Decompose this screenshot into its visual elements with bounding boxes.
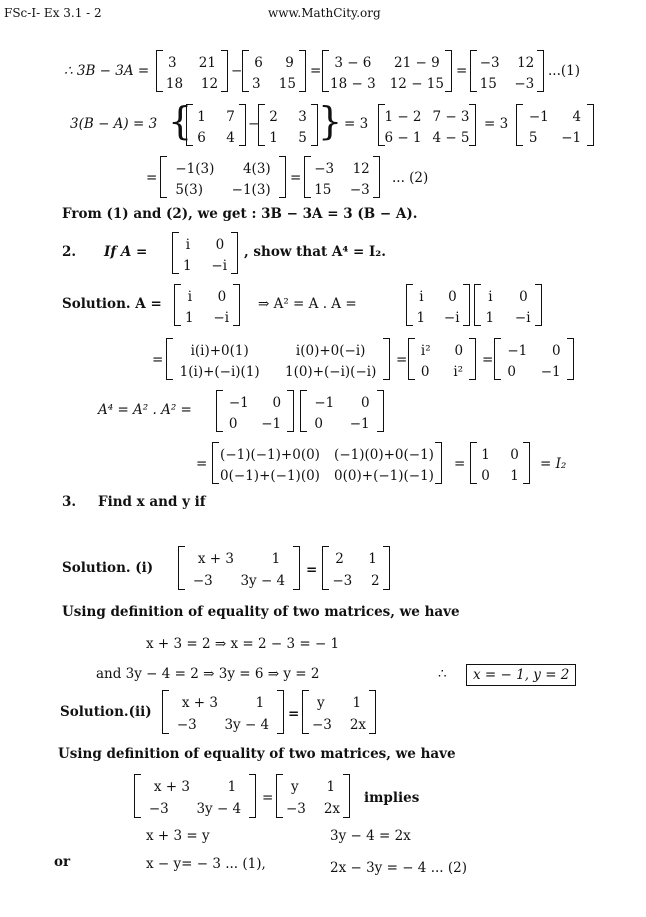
equation-tag-2: ... (2) <box>392 170 429 186</box>
matrix-row <box>167 343 389 359</box>
matrix-row <box>161 182 285 198</box>
matrix-cell: −3 <box>332 573 353 589</box>
equals-sign: = <box>310 63 322 79</box>
matrix-row <box>259 130 317 146</box>
matrix-cell: 1(i)+(−i)(1) <box>179 364 260 380</box>
matrix-cell: −3 <box>311 717 332 733</box>
matrix-row <box>173 258 237 274</box>
matrix-row <box>407 310 469 326</box>
matrix-row <box>303 717 375 733</box>
matrix-cell: −1 <box>528 109 549 125</box>
matrix-cell: y <box>290 779 299 795</box>
matrix-row <box>179 551 299 567</box>
implies-word: implies <box>364 790 420 806</box>
matrix-A4 <box>474 284 542 326</box>
question-2-number: 2. <box>62 244 77 260</box>
matrix-row <box>475 289 541 305</box>
matrix-cell: 1 <box>197 109 206 125</box>
matrix-cell: −3 <box>285 801 306 817</box>
matrix-row <box>213 447 441 463</box>
matrix-row <box>471 76 543 92</box>
matrix-cell: −3 <box>349 182 370 198</box>
matrix-row <box>495 364 573 380</box>
matrix-row <box>475 310 541 326</box>
matrix-cell: i(0)+0(−i) <box>295 343 366 359</box>
matrix-identity <box>470 442 530 484</box>
matrix-m10 <box>304 156 380 198</box>
matrix-cell: −3 <box>148 801 169 817</box>
matrix-row <box>179 573 299 589</box>
equation-e1: x + 3 = y <box>146 828 210 844</box>
matrix-x3 <box>134 774 256 818</box>
matrix-A2-right <box>300 390 384 432</box>
minus-sign: − <box>231 63 243 79</box>
matrix-cell: i² <box>453 364 464 380</box>
matrix-cell: 1 − 2 <box>384 109 422 125</box>
matrix-m3 <box>322 50 452 92</box>
matrix-cell: 21 <box>198 55 216 71</box>
matrix-cell: 0(0)+(−1)(−1) <box>334 468 434 484</box>
question-2-if: If A = <box>104 244 148 260</box>
matrix-row <box>303 695 375 711</box>
matrix-cell: 0 <box>361 395 370 411</box>
matrix-row <box>135 779 255 795</box>
matrix-row <box>187 109 245 125</box>
matrix-cell: (−1)(−1)+0(0) <box>220 447 320 463</box>
matrix-cell: i <box>187 289 193 305</box>
matrix-row <box>301 395 383 411</box>
matrix-cell: 0 <box>510 447 519 463</box>
conclusion-line: From (1) and (2), we get : 3B − 3A = 3 (B − A). <box>62 206 418 222</box>
matrix-row <box>175 310 239 326</box>
matrix-cell: −1 <box>507 343 528 359</box>
matrix-cell: 0 <box>519 289 528 305</box>
A-squared-def: ⇒ A² = A . A = <box>258 296 357 312</box>
matrix-cell: 1(0)+(−i)(−i) <box>284 364 377 380</box>
matrix-cell: 0 <box>314 416 323 432</box>
matrix-y3 <box>276 774 350 818</box>
matrix-cell: i <box>185 237 191 253</box>
matrix-cell: −1 <box>349 416 370 432</box>
matrix-row <box>213 468 441 484</box>
matrix-cell: y <box>316 695 325 711</box>
equals-sign: = <box>290 170 302 186</box>
matrix-cell: x + 3 <box>181 695 218 711</box>
matrix-cell: 5 <box>528 130 538 146</box>
matrix-row <box>163 717 283 733</box>
equals-sign: = <box>396 352 408 368</box>
minus-sign: − <box>248 116 260 132</box>
A4-lhs: A⁴ = A² . A² = <box>98 402 192 418</box>
matrix-cell: 0 <box>507 364 516 380</box>
matrix-cell: 7 <box>226 109 235 125</box>
matrix-A2-left <box>216 390 294 432</box>
matrix-row <box>157 76 227 92</box>
matrix-cell: 18 − 3 <box>330 76 376 92</box>
matrix-cell: x + 3 <box>197 551 234 567</box>
matrix-cell: 2 <box>269 109 278 125</box>
matrix-cell: 0 <box>228 416 238 432</box>
matrix-row <box>259 109 317 125</box>
matrix-x2 <box>162 690 284 734</box>
matrix-cell: 0 <box>481 468 490 484</box>
matrix-cell: −1 <box>314 395 335 411</box>
matrix-row <box>517 109 593 125</box>
matrix-cell: 3y − 4 <box>224 717 270 733</box>
matrix-cell: −3 <box>192 573 213 589</box>
matrix-cell: 1 <box>368 551 377 567</box>
matrix-row <box>471 447 529 463</box>
matrix-row <box>175 289 239 305</box>
matrix-cell: 3 <box>168 55 177 71</box>
matrix-row <box>409 343 475 359</box>
line1-lhs: ∴ 3B − 3A = <box>64 63 150 79</box>
matrix-cell: 1 <box>481 447 490 463</box>
line2-lhs: 3(B − A) = 3 <box>70 116 158 132</box>
matrix-cell: −3 <box>479 55 500 71</box>
matrix-row <box>323 76 451 92</box>
matrix-cell: x + 3 <box>153 779 190 795</box>
matrix-row <box>517 130 593 146</box>
matrix-row <box>301 416 383 432</box>
matrix-cell: 12 <box>517 55 535 71</box>
therefore-symbol: ∴ <box>438 666 447 682</box>
equation-e2: 3y − 4 = 2x <box>330 828 411 844</box>
matrix-cell: 2x <box>323 801 341 817</box>
matrix-cell: 2 <box>371 573 380 589</box>
matrix-cell: −1 <box>261 416 282 432</box>
question-3-text: Find x and y if <box>98 494 206 510</box>
equals-sign: = <box>146 170 158 186</box>
definition-line-1: Using definition of equality of two matrices, we have <box>62 604 460 620</box>
equals-sign: = <box>288 706 300 722</box>
matrix-m4 <box>470 50 544 92</box>
matrix-row <box>471 468 529 484</box>
matrix-row <box>471 55 543 71</box>
equation-tag-1: ...(1) <box>548 63 580 79</box>
matrix-cell: −3 <box>176 717 197 733</box>
matrix-cell: 1 <box>184 310 194 326</box>
matrix-cell: 1 <box>271 551 281 567</box>
page-header-left: FSc-I- Ex 3.1 - 2 <box>4 6 102 20</box>
matrix-cell: i <box>419 289 424 305</box>
matrix-row <box>277 801 349 817</box>
matrix-neg-identity <box>494 338 574 380</box>
matrix-cell: 1 <box>510 468 519 484</box>
equation-y: and 3y − 4 = 2 ⇒ 3y = 6 ⇒ y = 2 <box>96 666 320 682</box>
matrix-cell: (−1)(0)+0(−1) <box>334 447 434 463</box>
matrix-cell: 7 − 3 <box>432 109 470 125</box>
matrix-cell: 12 <box>352 161 370 177</box>
matrix-row <box>187 130 245 146</box>
equals-sign: = <box>454 456 466 472</box>
matrix-cell: 21 − 9 <box>394 55 440 71</box>
matrix-cell: −3 <box>314 161 335 177</box>
equals-sign: = <box>262 790 274 806</box>
matrix-cell: 3y − 4 <box>196 801 242 817</box>
matrix-A4-product <box>212 442 442 484</box>
matrix-m2 <box>242 50 306 92</box>
equals-sign: = <box>152 352 164 368</box>
matrix-y2 <box>302 690 376 734</box>
matrix-cell: 0 <box>272 395 282 411</box>
matrix-cell: −1(3) <box>175 161 215 177</box>
matrix-row <box>495 343 573 359</box>
matrix-cell: 5 <box>298 130 307 146</box>
equals-sign: = <box>196 456 208 472</box>
or-word: or <box>54 854 71 870</box>
matrix-cell: 18 <box>165 76 184 92</box>
matrix-row <box>243 55 305 71</box>
matrix-cell: i <box>488 289 493 305</box>
matrix-A <box>172 232 238 274</box>
matrix-cell: i² <box>420 343 431 359</box>
right-brace: } <box>318 99 343 143</box>
matrix-row <box>323 573 389 589</box>
matrix-row <box>305 161 379 177</box>
matrix-cell: 5(3) <box>175 182 204 198</box>
equation-x: x + 3 = 2 ⇒ x = 2 − 3 = − 1 <box>146 636 340 652</box>
equals-sign: = <box>482 352 494 368</box>
matrix-row <box>277 779 349 795</box>
matrix-cell: −1 <box>540 364 561 380</box>
solution-i: Solution. (i) <box>62 560 154 576</box>
matrix-m6 <box>258 104 318 146</box>
matrix-row <box>243 76 305 92</box>
matrix-cell: 4(3) <box>242 161 271 177</box>
matrix-cell: 6 − 1 <box>384 130 422 146</box>
matrix-row <box>217 395 293 411</box>
matrix-row <box>161 161 285 177</box>
matrix-cell: −3 <box>514 76 535 92</box>
matrix-row <box>217 416 293 432</box>
matrix-cell: 1 <box>485 310 495 326</box>
matrix-cell: 6 <box>254 55 263 71</box>
definition-line-2: Using definition of equality of two matrices, we have <box>58 746 456 762</box>
equals-sign: = <box>456 63 468 79</box>
identity-label: = I₂ <box>540 456 567 472</box>
matrix-row <box>157 55 227 71</box>
matrix-cell: 0 <box>217 289 227 305</box>
matrix-row <box>407 289 469 305</box>
matrix-cell: −i <box>443 310 460 326</box>
matrix-cell: 0 <box>215 237 225 253</box>
matrix-row <box>173 237 237 253</box>
matrix-cell: −i <box>213 310 230 326</box>
matrix-cell: 0 <box>448 289 457 305</box>
matrix-m5 <box>186 104 246 146</box>
matrix-cell: 4 <box>226 130 235 146</box>
matrix-cell: 6 <box>197 130 206 146</box>
matrix-row <box>323 55 451 71</box>
matrix-i-squared <box>408 338 476 380</box>
matrix-m8 <box>516 104 594 146</box>
matrix-cell: 1 <box>326 779 336 795</box>
matrix-cell: −i <box>211 258 228 274</box>
matrix-cell: 1 <box>255 695 265 711</box>
matrix-y1 <box>322 546 390 590</box>
equation-e4: 2x − 3y = − 4 ... (2) <box>330 860 467 876</box>
solution-A: Solution. A = <box>62 296 162 312</box>
matrix-cell: −1(3) <box>231 182 271 198</box>
matrix-cell: 9 <box>285 55 294 71</box>
equals-three: = 3 <box>484 116 509 132</box>
equals-three: = 3 <box>344 116 369 132</box>
matrix-cell: 1 <box>269 130 278 146</box>
matrix-row <box>167 364 389 380</box>
matrix-row <box>163 695 283 711</box>
matrix-cell: 0 <box>552 343 561 359</box>
matrix-cell: 1 <box>227 779 237 795</box>
matrix-cell: 0(−1)+(−1)(0) <box>220 468 320 484</box>
matrix-m1 <box>156 50 228 92</box>
matrix-cell: 3 <box>298 109 307 125</box>
question-3-number: 3. <box>62 494 77 510</box>
matrix-row <box>305 182 379 198</box>
matrix-cell: 2 <box>335 551 344 567</box>
matrix-cell: 3 <box>252 76 261 92</box>
solution-ii: Solution.(ii) <box>60 704 152 720</box>
matrix-x1 <box>178 546 300 590</box>
matrix-cell: 4 − 5 <box>432 130 470 146</box>
matrix-m9 <box>160 156 286 198</box>
question-2-show: , show that A⁴ = I₂. <box>244 244 386 260</box>
matrix-cell: −1 <box>561 130 582 146</box>
matrix-A2 <box>174 284 240 326</box>
matrix-product <box>166 338 390 380</box>
matrix-row <box>323 551 389 567</box>
matrix-m7 <box>378 104 476 146</box>
matrix-cell: i(i)+0(1) <box>190 343 249 359</box>
page-header-site: www.MathCity.org <box>268 6 381 20</box>
matrix-cell: −1 <box>228 395 249 411</box>
matrix-row <box>379 130 475 146</box>
matrix-cell: −i <box>514 310 531 326</box>
matrix-cell: 1 <box>182 258 192 274</box>
matrix-cell: 15 <box>479 76 497 92</box>
matrix-cell: 2x <box>349 717 367 733</box>
matrix-cell: 12 − 15 <box>389 76 444 92</box>
matrix-cell: 15 <box>278 76 296 92</box>
matrix-cell: 0 <box>454 343 464 359</box>
matrix-row <box>409 364 475 380</box>
answer-box: x = − 1, y = 2 <box>466 664 576 686</box>
matrix-cell: 0 <box>420 364 430 380</box>
matrix-A3 <box>406 284 470 326</box>
matrix-row <box>135 801 255 817</box>
matrix-cell: 12 <box>200 76 219 92</box>
equation-e3: x − y= − 3 ... (1), <box>146 856 266 872</box>
matrix-cell: 3y − 4 <box>240 573 286 589</box>
matrix-cell: 15 <box>314 182 332 198</box>
equals-sign: = <box>306 562 318 578</box>
matrix-cell: 3 − 6 <box>334 55 372 71</box>
matrix-cell: 1 <box>416 310 426 326</box>
left-brace: { <box>168 99 193 143</box>
matrix-cell: 4 <box>572 109 582 125</box>
matrix-row <box>379 109 475 125</box>
matrix-cell: 1 <box>352 695 362 711</box>
